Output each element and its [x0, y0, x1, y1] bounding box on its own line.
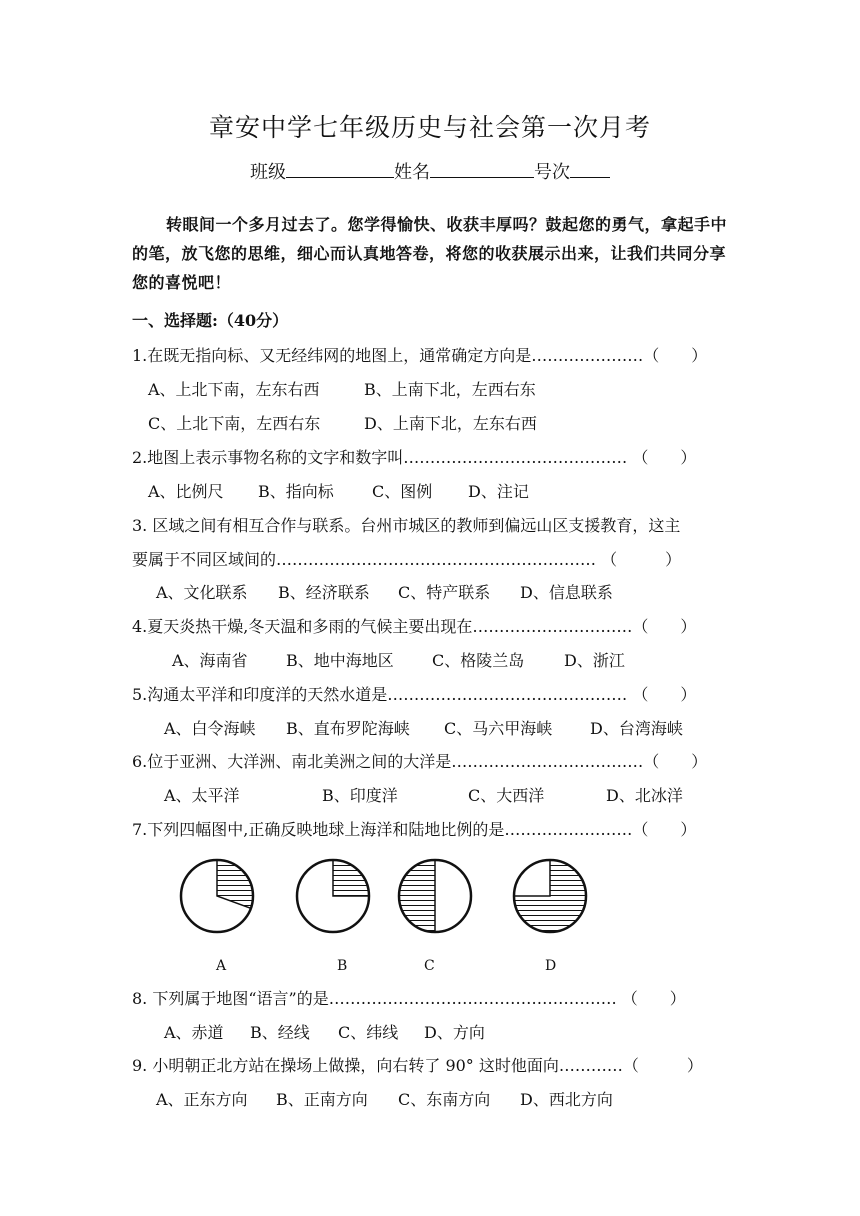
pie-figures [155, 848, 625, 948]
exam-title: 章安中学七年级历史与社会第一次月考 [208, 113, 651, 142]
question-3-option-d: D、信息联系 [520, 583, 613, 602]
question-6-option-b: B、印度洋 [322, 786, 398, 805]
question-6-option-a: A、太平洋 [164, 786, 240, 805]
question-9-option-b: B、正南方向 [276, 1090, 368, 1109]
question-4-option-d: D、浙江 [564, 651, 625, 670]
number-blank[interactable] [570, 159, 610, 178]
number-label: 号次 [534, 162, 570, 183]
pie-b [297, 860, 369, 932]
pie-c-land-wedge [399, 860, 435, 932]
question-1-option-c: C、上北下南，左西右东 [148, 414, 321, 433]
question-5-option-a: A、白令海峡 [164, 719, 256, 738]
pie-label-b: B [337, 958, 348, 974]
question-4-option-b: B、地中海地区 [286, 651, 394, 670]
question-3-option-a: A、文化联系 [156, 583, 248, 602]
question-9-option-a: A、正东方向 [156, 1090, 248, 1109]
question-1-stem: 1.在既无指向标、又无经纬网的地图上，通常确定方向是…………………（ ） [132, 346, 708, 365]
question-9-option-d: D、西北方向 [520, 1090, 613, 1109]
question-2-option-d: D、注记 [468, 482, 529, 501]
question-7-stem: 7.下列四幅图中,正确反映地球上海洋和陆地比例的是……………………（ ） [132, 820, 697, 839]
question-5-option-c: C、马六甲海峡 [444, 719, 553, 738]
question-3-option-b: B、经济联系 [278, 583, 370, 602]
question-8-option-b: B、经线 [250, 1023, 310, 1042]
question-3-stem-continued: 要属于不同区域间的…………………………………………………… （ ） [132, 550, 682, 569]
question-8-option-d: D、方向 [424, 1023, 485, 1042]
pie-a [181, 860, 253, 932]
class-blank[interactable] [286, 159, 394, 178]
question-9-option-c: C、东南方向 [398, 1090, 491, 1109]
pie-label-c: C [424, 958, 435, 974]
question-2-option-a: A、比例尺 [148, 482, 224, 501]
class-label: 班级 [250, 162, 286, 183]
question-4-option-c: C、格陵兰岛 [432, 651, 525, 670]
question-1-option-b: B、上南下北，左西右东 [364, 380, 536, 399]
pie-label-d: D [545, 958, 557, 974]
question-6-option-c: C、大西洋 [468, 786, 545, 805]
pie-c [399, 860, 471, 932]
question-3-option-c: C、特产联系 [398, 583, 491, 602]
intro-paragraph: 转眼间一个多月过去了。您学得愉快、收获丰厚吗？鼓起您的勇气，拿起手中的笔，放飞您的思维，细心而认真地答卷，将您的收获展示出来，让我们共同分享您的喜悦吧！ [132, 215, 728, 292]
name-blank[interactable] [430, 159, 534, 178]
question-5-stem: 5.沟通太平洋和印度洋的天然水道是……………………………………… （ ） [132, 685, 697, 704]
pie-a-land-wedge [217, 860, 253, 908]
question-2-option-c: C、图例 [372, 482, 433, 501]
question-5-option-b: B、直布罗陀海峡 [286, 719, 410, 738]
question-1-option-a: A、上北下南，左东右西 [148, 380, 320, 399]
question-3-stem: 3. 区域之间有相互合作与联系。台州市城区的教师到偏远山区支援教育，这主 [132, 516, 681, 535]
question-9-stem: 9. 小明朝正北方站在操场上做操，向右转了 90° 这时他面向…………（ ） [132, 1056, 703, 1075]
student-info-line [0, 158, 860, 184]
question-6-option-d: D、北冰洋 [606, 786, 683, 805]
question-2-option-b: B、指向标 [258, 482, 334, 501]
pie-d [514, 860, 586, 932]
question-8-stem: 8. 下列属于地图“语言”的是……………………………………………… （ ） [132, 989, 686, 1008]
pie-label-a: A [216, 958, 227, 974]
question-2-stem: 2.地图上表示事物名称的文字和数字叫…………………………………… （ ） [132, 448, 697, 467]
question-6-stem: 6.位于亚洲、大洋洲、南北美洲之间的大洋是………………………………（ ） [132, 752, 708, 771]
question-1-option-d: D、上南下北，左东右西 [364, 414, 537, 433]
question-8-option-c: C、纬线 [338, 1023, 399, 1042]
question-4-stem: 4.夏天炎热干燥,冬天温和多雨的气候主要出现在…………………………（ ） [132, 617, 697, 636]
section-heading: 一、选择题:（40分） [132, 311, 289, 330]
question-5-option-d: D、台湾海峡 [590, 719, 683, 738]
name-label: 姓名 [394, 162, 430, 183]
question-4-option-a: A、海南省 [172, 651, 248, 670]
question-8-option-a: A、赤道 [164, 1023, 224, 1042]
